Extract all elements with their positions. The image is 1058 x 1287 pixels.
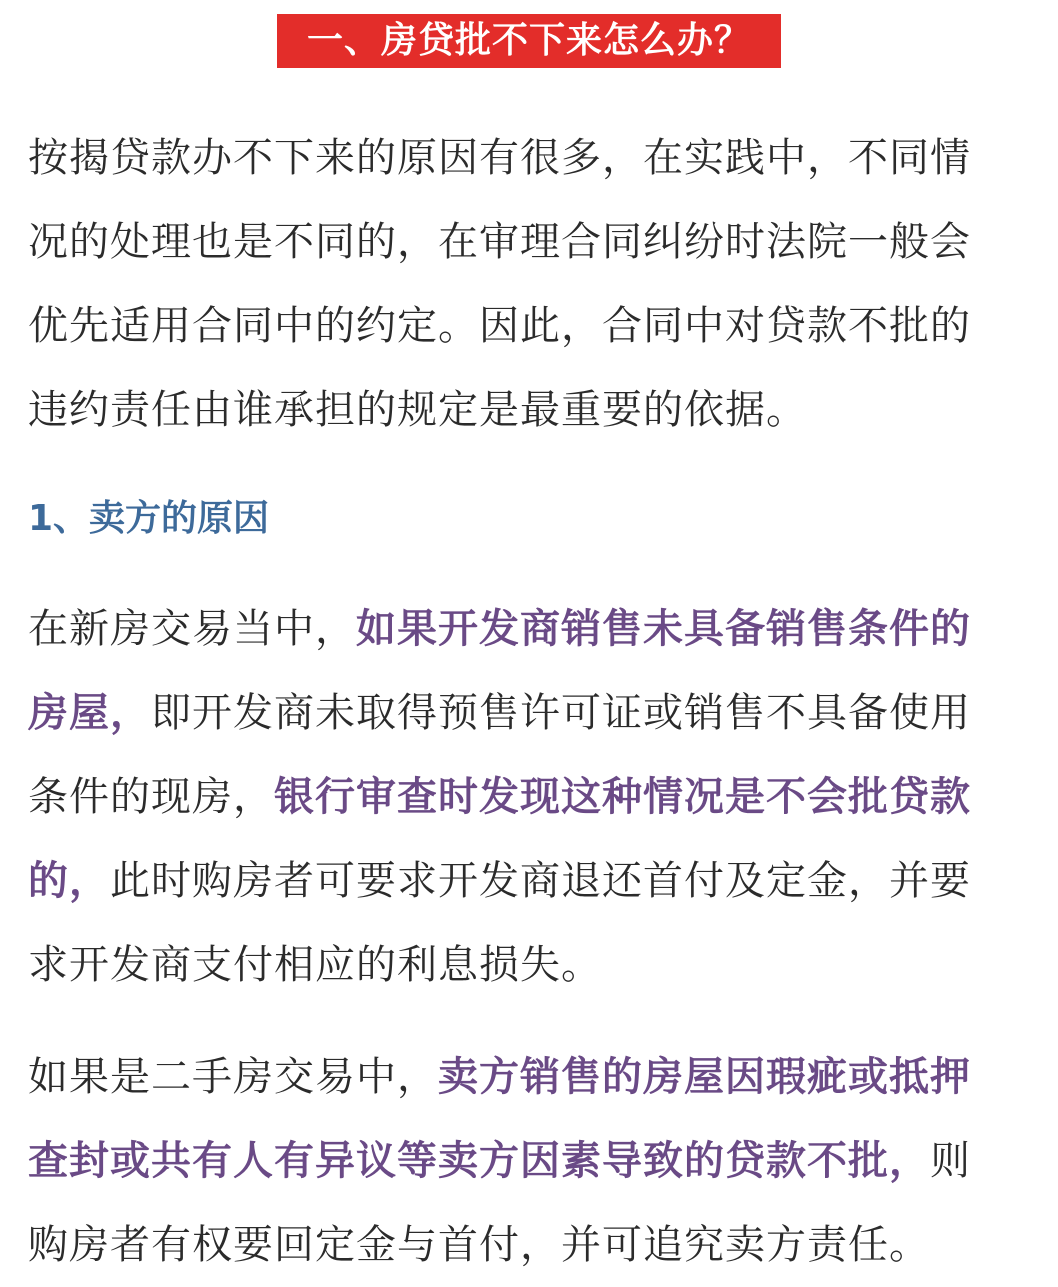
- paragraph-text: 如果是二手房交易中，: [28, 1054, 438, 1100]
- second-hand-paragraph: [28, 1035, 1003, 1287]
- section-heading-seller-reason: 1、卖方的原因: [28, 498, 270, 539]
- paragraph-text: 即开发商未取得预售许可证或销售不具备使用条件的现房，: [28, 690, 971, 820]
- emphasis-text: 如果开发商销售未具备销售条件的房屋，: [28, 606, 971, 736]
- intro-paragraph: 按揭贷款办不下来的原因有很多，在实践中，不同情况的处理也是不同的，在审理合同纠纷时法院一般会优先适用合同中的约定。因此，合同中对贷款不批的违约责任由谁承担的规定是最重要的依据。: [28, 135, 971, 433]
- emphasis-text: 银行审查时发现这种情况是不会批贷款的，: [28, 774, 971, 904]
- emphasis-text: 卖方销售的房屋因瑕疵或抵押查封或共有人有异议等卖方因素导致的贷款不批，: [28, 1054, 971, 1184]
- paragraph-text: 此时购房者可要求开发商退还首付及定金，并要求开发商支付相应的利息损失。: [28, 858, 971, 988]
- title-banner: 一、房贷批不下来怎么办？: [277, 14, 781, 68]
- new-house-paragraph: [28, 587, 1003, 1007]
- paragraph-text: 在新房交易当中，: [28, 606, 356, 652]
- title-wrapper: [0, 14, 1058, 68]
- paragraph-text: 则购房者有权要回定金与首付，并可追究卖方责任。: [28, 1138, 971, 1268]
